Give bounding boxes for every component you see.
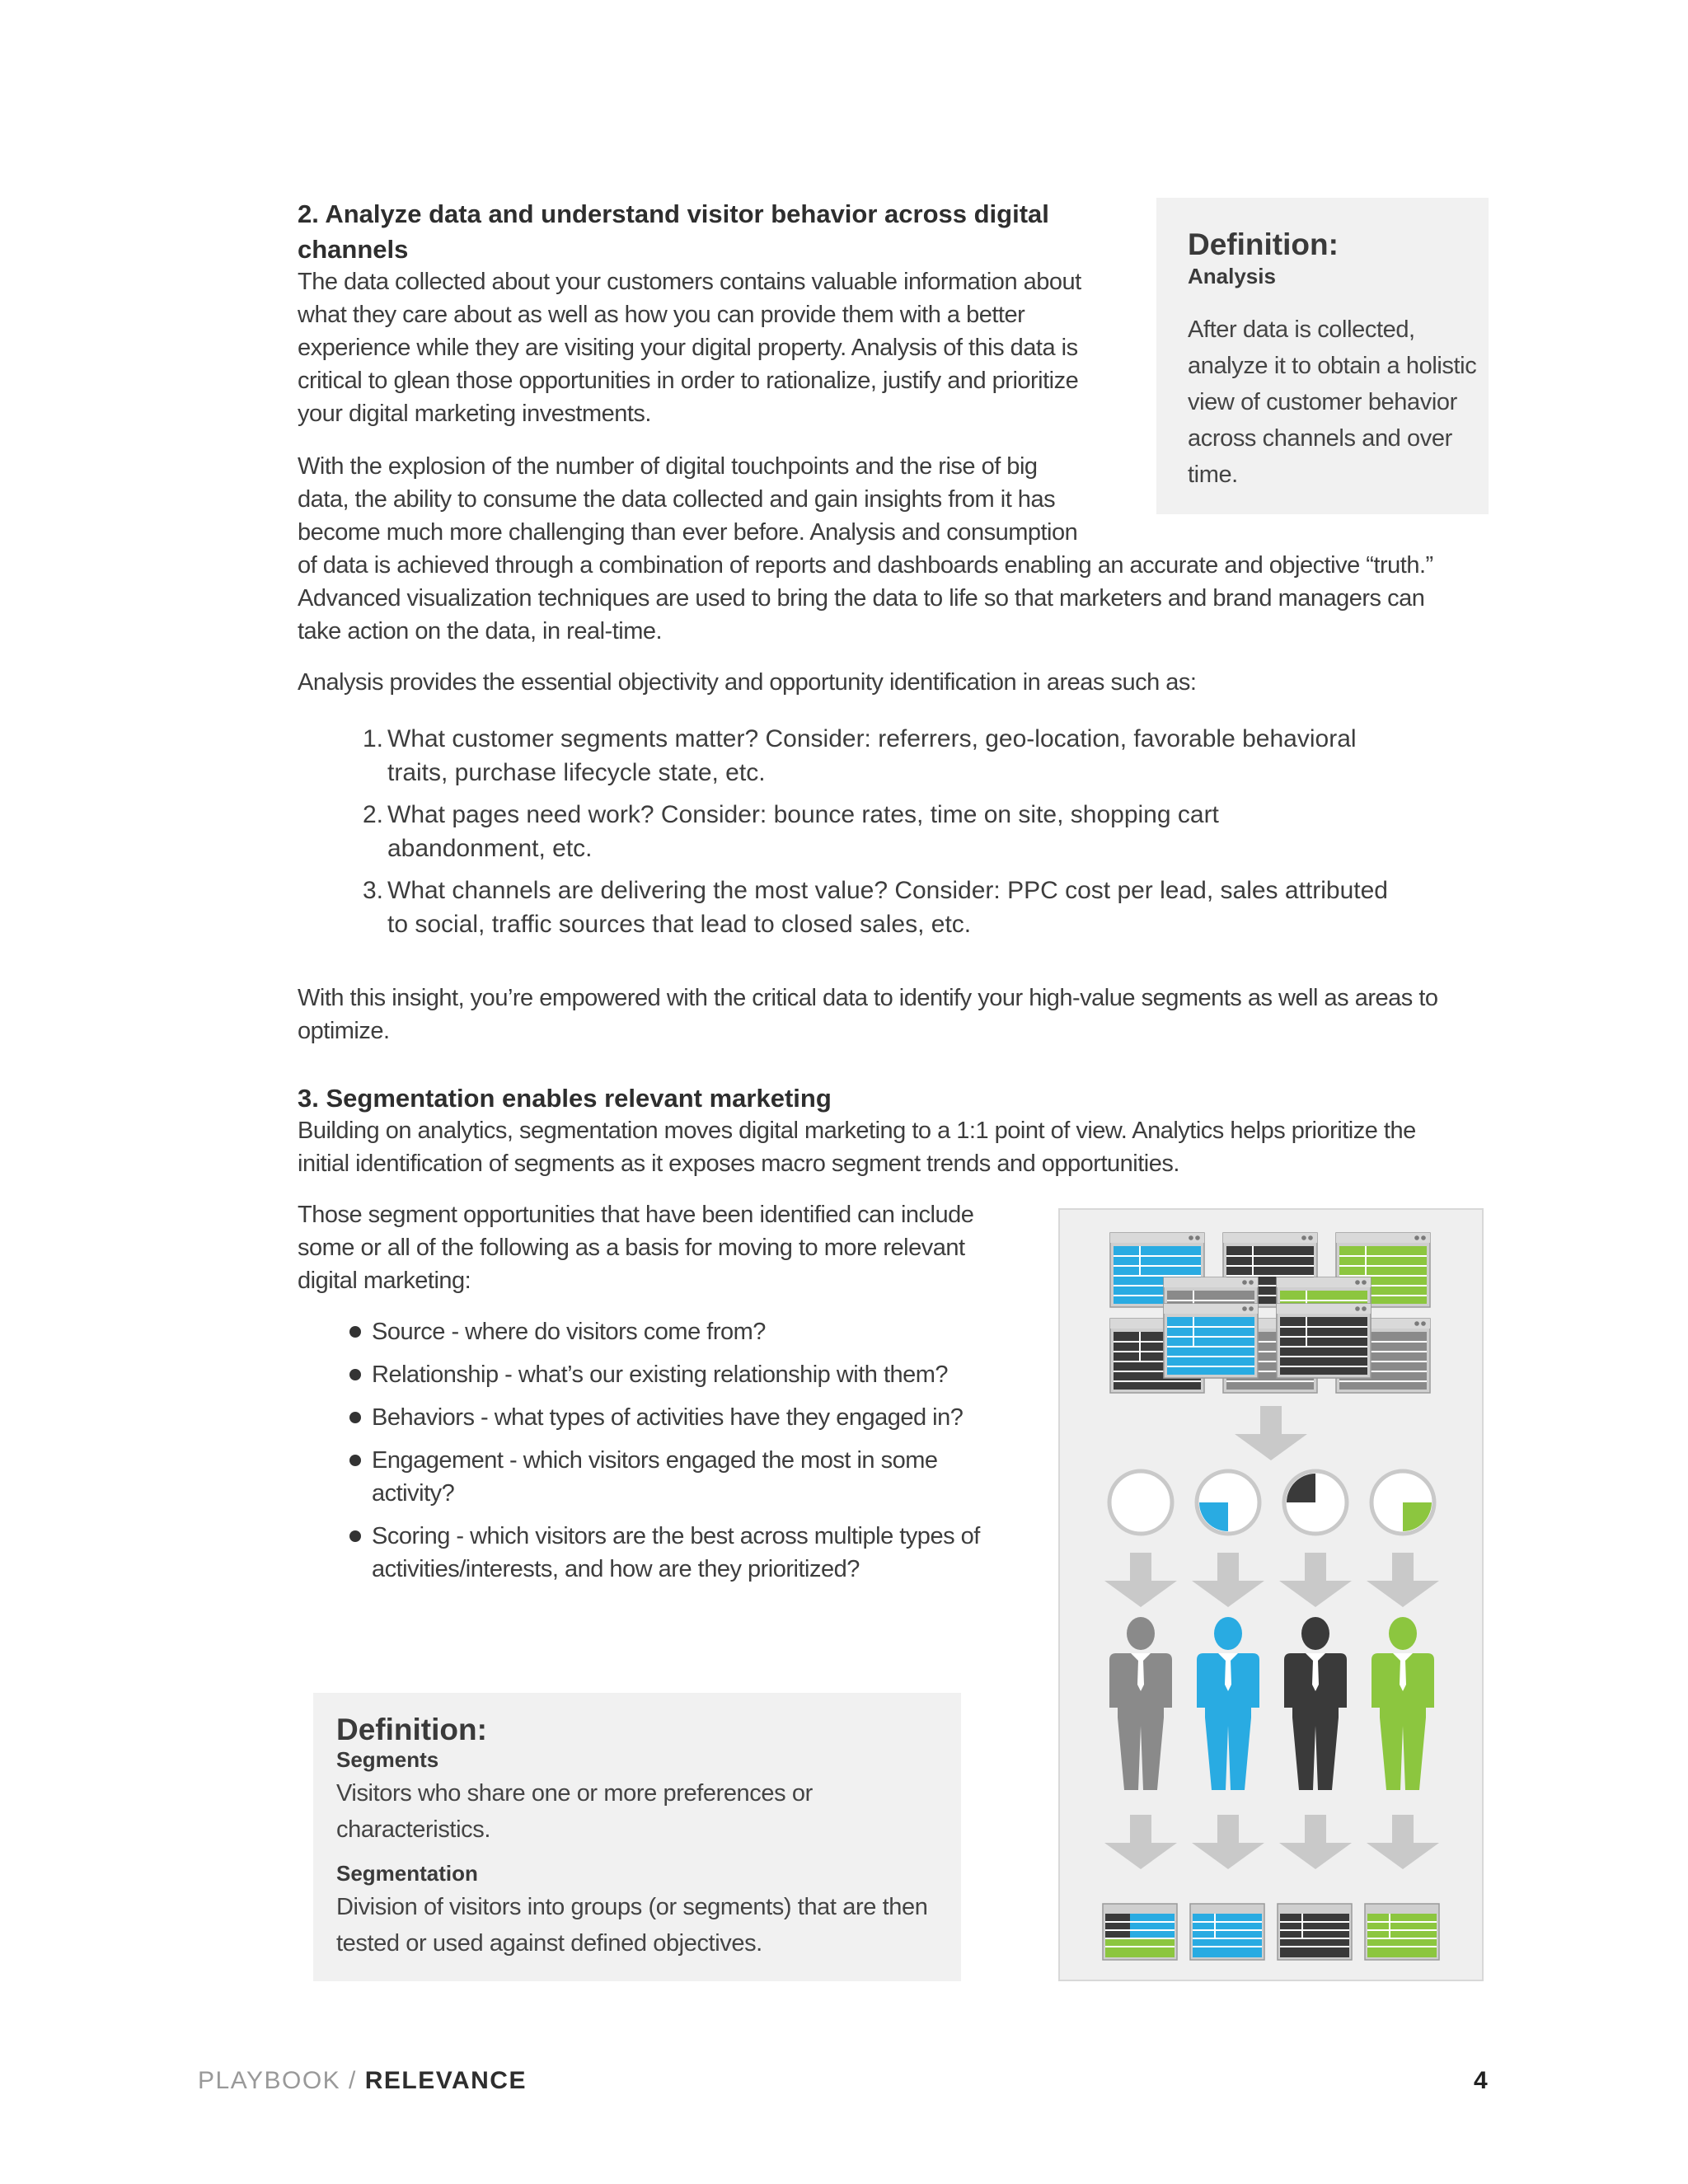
section2-heading-line1: 2. Analyze data and understand visitor behavior across digital bbox=[298, 199, 1049, 228]
section3-para1-line: initial identification of segments as it exposes macro segment trends and opportunities. bbox=[298, 1151, 1179, 1177]
definition-text-line: After data is collected, bbox=[1188, 316, 1415, 343]
definition-term: Analysis bbox=[1188, 264, 1276, 288]
list-item-line: abandonment, etc. bbox=[387, 835, 593, 862]
segmentation-illustration bbox=[1058, 1208, 1484, 1981]
section2-para4-line: optimize. bbox=[298, 1018, 390, 1044]
section2-para1-line: critical to glean those opportunities in order to rationalize, justify and prioritize bbox=[298, 368, 1079, 394]
definition-term: Segments bbox=[336, 1747, 439, 1772]
definition-text-line: across channels and over bbox=[1188, 425, 1452, 452]
bullet-line: Scoring - which visitors are the best across multiple types of bbox=[372, 1523, 980, 1549]
section2-para2-line: With the explosion of the number of digital touchpoints and the rise of big bbox=[298, 453, 1038, 480]
section2-para2-line: take action on the data, in real-time. bbox=[298, 618, 663, 644]
list-number: 3. bbox=[362, 877, 383, 904]
page-icon bbox=[1278, 1904, 1352, 1960]
bullet-dot bbox=[349, 1455, 361, 1466]
segment-circle-icon bbox=[1109, 1471, 1172, 1534]
bullet-line: Source - where do visitors come from? bbox=[372, 1319, 766, 1345]
section2-para4-line: With this insight, you’re empowered with the critical data to identify your high-value segments as well as areas to bbox=[298, 985, 1438, 1011]
definition-segments-box bbox=[313, 1693, 961, 1981]
definition-text-line: Division of visitors into groups (or segments) that are then bbox=[336, 1894, 928, 1920]
definition-text-line: Visitors who share one or more preferences or bbox=[336, 1780, 813, 1807]
list-item-line: to social, traffic sources that lead to closed sales, etc. bbox=[387, 911, 972, 938]
list-item-line: What customer segments matter? Consider: referrers, geo-location, favorable behavioral bbox=[387, 725, 1357, 752]
section3-heading: 3. Segmentation enables relevant marketing bbox=[298, 1084, 832, 1113]
section3-para1-line: Building on analytics, segmentation moves digital marketing to a 1:1 point of view. Analytics helps prioritize the bbox=[298, 1118, 1416, 1144]
list-number: 1. bbox=[362, 725, 383, 752]
definition-text-line: time. bbox=[1188, 462, 1238, 488]
footer-prefix: PLAYBOOK / bbox=[198, 2067, 365, 2094]
definition-text-line: characteristics. bbox=[336, 1816, 490, 1843]
section3-para2-line: Those segment opportunities that have been identified can include bbox=[298, 1202, 974, 1228]
browser-window-icon bbox=[1164, 1304, 1258, 1378]
section2-para2-line: data, the ability to consume the data collected and gain insights from it has bbox=[298, 486, 1056, 513]
bullet-line: activity? bbox=[372, 1480, 455, 1507]
footer-section: RELEVANCE bbox=[364, 2067, 527, 2094]
definition-text-line: tested or used against defined objectives. bbox=[336, 1930, 762, 1957]
definition-text-line: analyze it to obtain a holistic bbox=[1188, 353, 1477, 379]
definition-term: Segmentation bbox=[336, 1861, 478, 1886]
definition-title: Definition: bbox=[1188, 227, 1339, 261]
bullet-dot bbox=[349, 1530, 361, 1542]
section2-para1-line: The data collected about your customers contains valuable information about bbox=[298, 269, 1081, 295]
section2-para2-line: become much more challenging than ever before. Analysis and consumption bbox=[298, 519, 1078, 546]
definition-text-line: view of customer behavior bbox=[1188, 389, 1457, 415]
section3-para2-line: some or all of the following as a basis for moving to more relevant bbox=[298, 1235, 965, 1261]
section2-para2-line: Advanced visualization techniques are used to bring the data to life so that marketers and brand managers can bbox=[298, 585, 1425, 612]
list-item-line: What pages need work? Consider: bounce rates, time on site, shopping cart bbox=[387, 801, 1219, 828]
section3-para2-line: digital marketing: bbox=[298, 1268, 471, 1294]
list-item-line: traits, purchase lifecycle state, etc. bbox=[387, 759, 766, 786]
bullet-dot bbox=[349, 1369, 361, 1380]
footer-playbook bbox=[198, 2067, 527, 2095]
section2-para1-line: experience while they are visiting your digital property. Analysis of this data is bbox=[298, 335, 1078, 361]
list-number: 2. bbox=[362, 801, 383, 828]
section2-para1-line: your digital marketing investments. bbox=[298, 401, 651, 427]
list-item-line: What channels are delivering the most value? Consider: PPC cost per lead, sales attributed bbox=[387, 877, 1388, 904]
section2-heading-line2: channels bbox=[298, 235, 409, 264]
bullet-line: Behaviors - what types of activities have they engaged in? bbox=[372, 1404, 964, 1431]
bullet-dot bbox=[349, 1326, 361, 1338]
browser-window-icon bbox=[1277, 1304, 1371, 1378]
bullet-line: Engagement - which visitors engaged the most in some bbox=[372, 1447, 938, 1474]
definition-title: Definition: bbox=[336, 1713, 487, 1746]
page-number: 4 bbox=[1474, 2067, 1488, 2094]
page-icon bbox=[1365, 1904, 1439, 1960]
section2-para3: Analysis provides the essential objectivity and opportunity identification in areas such as: bbox=[298, 669, 1197, 696]
section2-para1-line: what they care about as well as how you can provide them with a better bbox=[298, 302, 1025, 328]
bullet-dot bbox=[349, 1412, 361, 1423]
bullet-line: Relationship - what’s our existing relationship with them? bbox=[372, 1361, 949, 1388]
section2-para2-line: of data is achieved through a combination of reports and dashboards enabling an accurate and objective “truth.” bbox=[298, 552, 1433, 579]
page-icon bbox=[1190, 1904, 1264, 1960]
bullet-line: activities/interests, and how are they prioritized? bbox=[372, 1556, 860, 1582]
definition-analysis-box bbox=[1156, 198, 1489, 514]
page-icon bbox=[1103, 1904, 1177, 1960]
